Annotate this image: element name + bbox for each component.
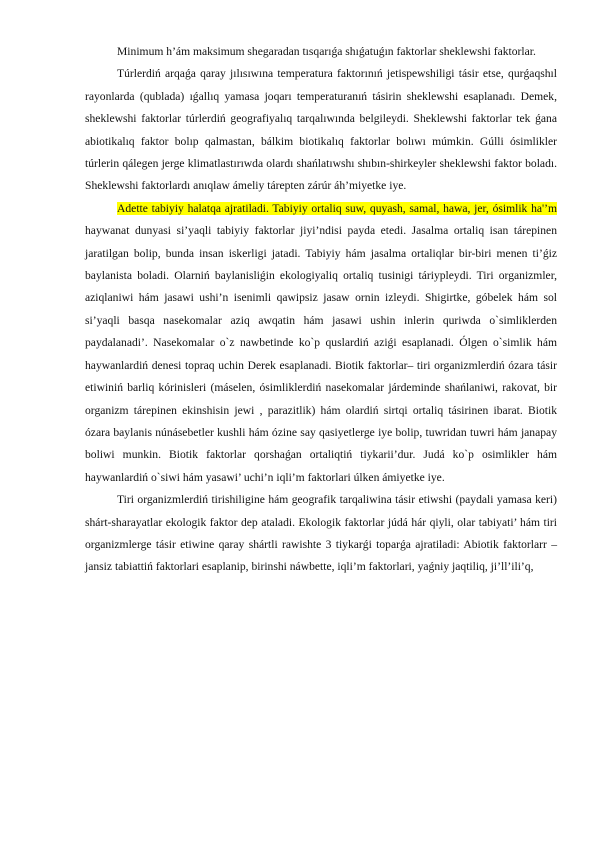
paragraph-4-text: Tiri organizmlerdiń tirishiligine hám geografik tarqaliwina tásir etiwshi (paydali yamasa keri) shárt-sharayatlar ekologik faktor dep ataladi. Ekologik faktorlar júdá hár qiyli, olar tabiyati’ hám tiri organizmlerge tásir etiwine qaray shártli rawishte 3 tiykarǵi toparǵa ajratiladi: Abiotik faktorlarr – jansiz tabiattiń faktorlari esaplanip, birinshi náwbette, iqli’m faktorlari, yaǵniy jaqtiliq, ji’ll’ili’q,	[85, 493, 557, 574]
paragraph-2	[85, 63, 557, 197]
paragraph-4	[85, 489, 557, 579]
paragraph-3-text: haywanat dunyasi si’yaqli tabiyiy faktorlar jiyi’ndisi payda etedi. Jasalma ortaliq isan tárepinen jaratilgan bolip, bunda insan iskerligi jatadi. Tabiyiy hám jasalma ortaliqlar bir-biri menen ti’ǵiz baylanista boladi. Olarniń baylanisliǵin ekologiyaliq ortaliq tusinigi táriypleydi. Tiri organizmler, aziqlaniwi hám jasawi ushi’n isenimli qawipsiz jasaw ornin izleydi. Shigirtke, góbelek hám sol si’yaqli basqa nasekomalar aziq awqatin hám jasawi ushin inlerin quriwda o`simliklerden paydalanadi’. Nasekomalar o`z nawbetinde ko`p quslardiń aziǵi esaplanadi. Ólgen o`simlik hám haywanlardiń denesi topraq uchin Derek esaplanadi. Biotik faktorlar– tiri organizmlerdiń ózara tásir etiwiniń barliq kórinisleri (máselen, ósimliklerdiń nasekomalar járdeminde shańlaniwi, rakovat, bir organizm tárepinen ekinshisin jewi , parazitlik) hám olardiń sirtqi ortaliq tásirinen ibarat. Biotik ózara baylanis núnásebetler kushli hám ózine say qasiyetlerge iye bolip, tuwridan tuwri hám janapay boliwi munkin. Biotik faktorlar qorshaǵan ortaliqtiń tiykarii’dur. Judá ko`p osimlikler hám haywanlardiń o`siwi hám yasawi’ uchi’n iqli’m faktorlari úlken ámiyetke iye.	[85, 224, 557, 484]
highlighted-text: Adette tabiyiy halatqa ajratiladi. Tabiyiy ortaliq suw, quyash, samal, hawa, jer, ósimlik ha'’m	[117, 201, 557, 215]
paragraph-1	[85, 41, 557, 63]
paragraph-1-text: Minimum h’ám maksimum shegaradan tısqarıǵa shıǵatuǵın faktorlar sheklewshi faktorlar.	[117, 45, 536, 58]
document-page	[85, 41, 557, 579]
paragraph-2-text: Túrlerdiń arqaǵa qaray jılısıwına temperatura faktorınıń jetispewshiligi tásir etse, qurǵaqshıl rayonlarda (qublada) ıǵallıq yamasa joqarı temperaturanıń tásirin sheklewshi esaplanadı. Demek, sheklewshi faktorlar túrlerdiń geografiyalıq tarqalıwında belgileydi. Sheklewshi faktorlar tek ǵana abiotikalıq faktor bolıp qalmastan, bálkim biotikalıq faktorlar bolıwı múmkin. Gúlli ósimlikler túrlerin qálegen jerge klimatlastırıwda olardı shańlatıwshı shıbın-shirkeyler sheklewshi faktor boladı. Sheklewshi faktorlardı anıqlaw ámeliy tárepten zárúr áh’miyetke iye.	[85, 67, 557, 193]
paragraph-3	[85, 198, 557, 489]
